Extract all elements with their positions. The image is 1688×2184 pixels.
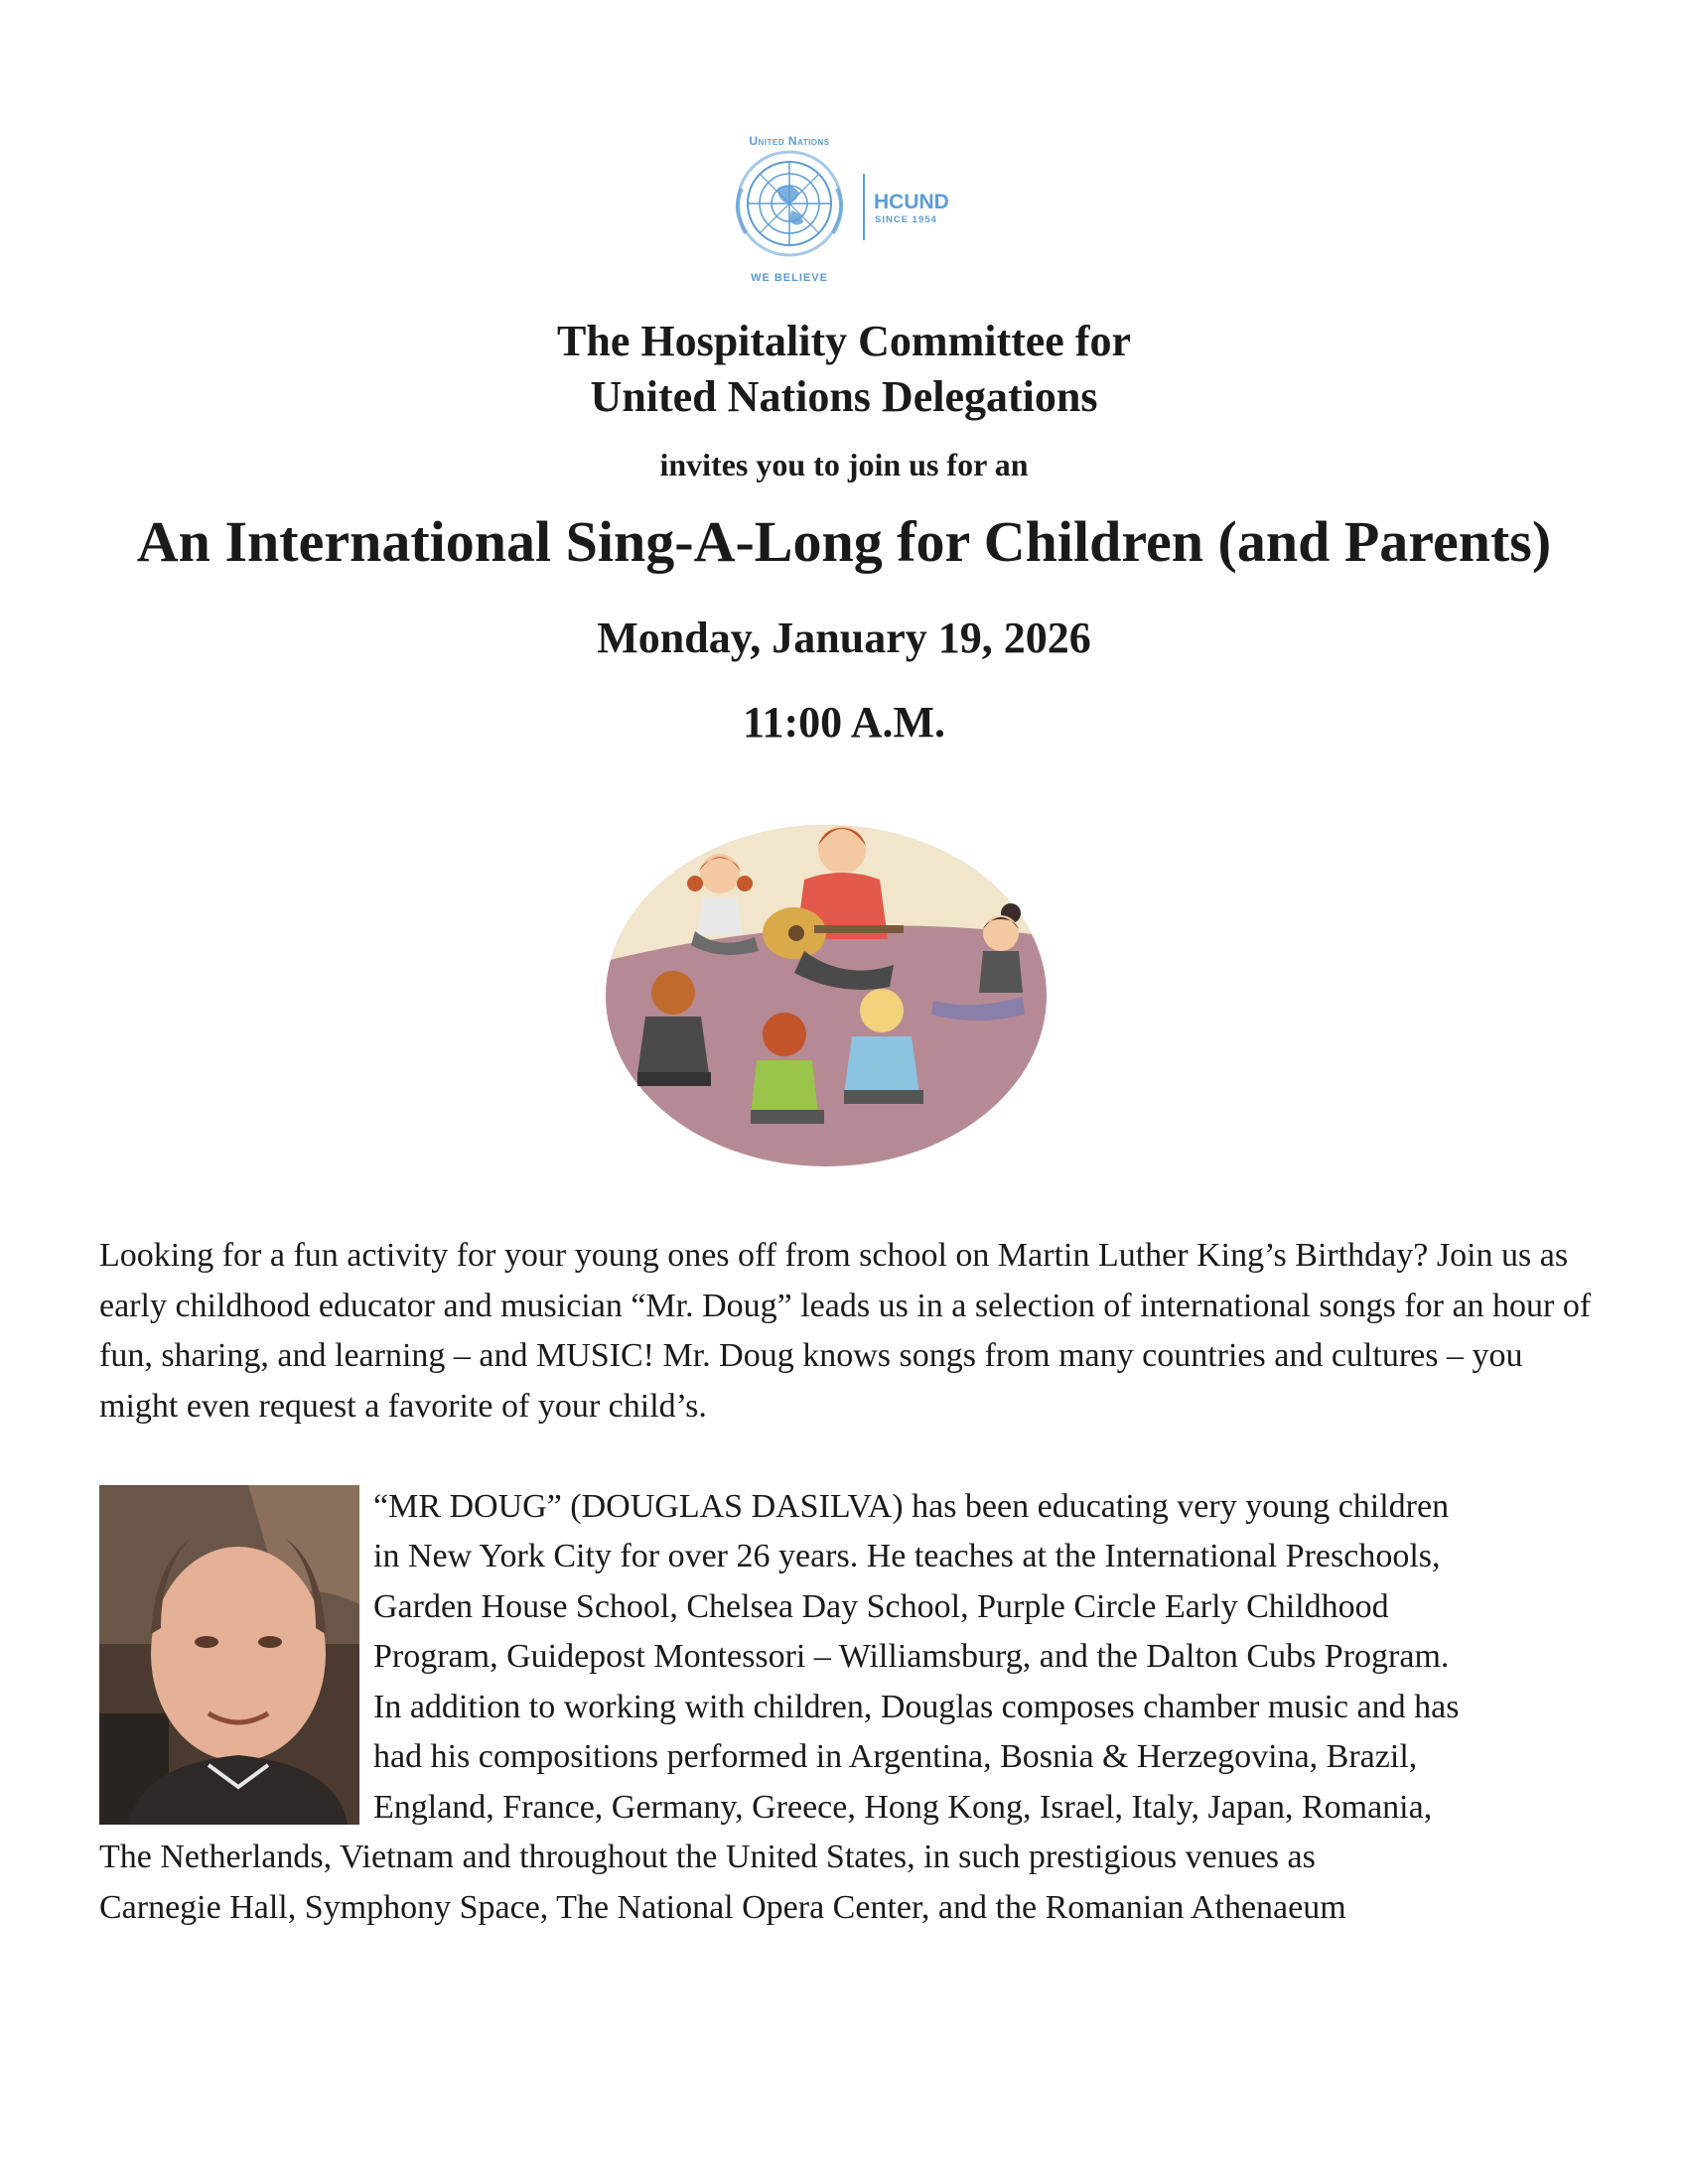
event-date: Monday, January 19, 2026	[597, 614, 1091, 662]
org-name-line-2: United Nations Delegations	[590, 372, 1098, 421]
logo-org-top: United Nations	[749, 134, 830, 148]
bio-line: The Netherlands, Vietnam and throughout the United States, in such prestigious venues as	[99, 1839, 1316, 1875]
logo-acronym: HCUND	[874, 191, 949, 213]
intro-paragraph: Looking for a fun activity for your young ones off from school on Martin Luther King’s Birthday? Join us as early childhood educator and musician “Mr. Doug” leads us in a selection of international songs for an hour of fun, sharing, and learning – and MUSIC! Mr. Doug knows songs from many countries and cultures – you might even request a favorite of your child’s.	[99, 1237, 1592, 1425]
bio-line: Carnegie Hall, Symphony Space, The National Opera Center, and the Romanian Athenaeum	[99, 1889, 1346, 1926]
invitation-text: invites you to join us for an	[659, 447, 1029, 482]
event-time: 11:00 A.M.	[742, 698, 946, 747]
bio-line: Garden House School, Chelsea Day School, Purple Circle Early Childhood	[373, 1588, 1389, 1625]
org-name-line-1: The Hospitality Committee for	[557, 317, 1131, 365]
event-title: An International Sing-A-Long for Children (and Parents)	[136, 509, 1552, 574]
logo-motto: We Believe	[751, 272, 828, 283]
portrait-photo	[99, 1485, 359, 1825]
children-singalong-illustration	[606, 812, 1048, 1169]
bio-line: In addition to working with children, Douglas composes chamber music and has	[373, 1689, 1460, 1725]
bio-line: Program, Guidepost Montessori – Williamsburg, and the Dalton Cubs Program.	[373, 1638, 1450, 1675]
un-emblem-icon	[738, 152, 841, 255]
bio-line: had his compositions performed in Argentina, Bosnia & Herzegovina, Brazil,	[373, 1738, 1418, 1775]
logo-since: SINCE 1954	[875, 214, 937, 225]
bio-line: “MR DOUG” (DOUGLAS DASILVA) has been educating very young children	[373, 1488, 1450, 1525]
bio-line: in New York City for over 26 years. He teaches at the International Preschools,	[373, 1538, 1441, 1574]
hcund-logo	[720, 129, 968, 283]
bio-line: England, France, Germany, Greece, Hong Kong, Israel, Italy, Japan, Romania,	[373, 1789, 1433, 1826]
